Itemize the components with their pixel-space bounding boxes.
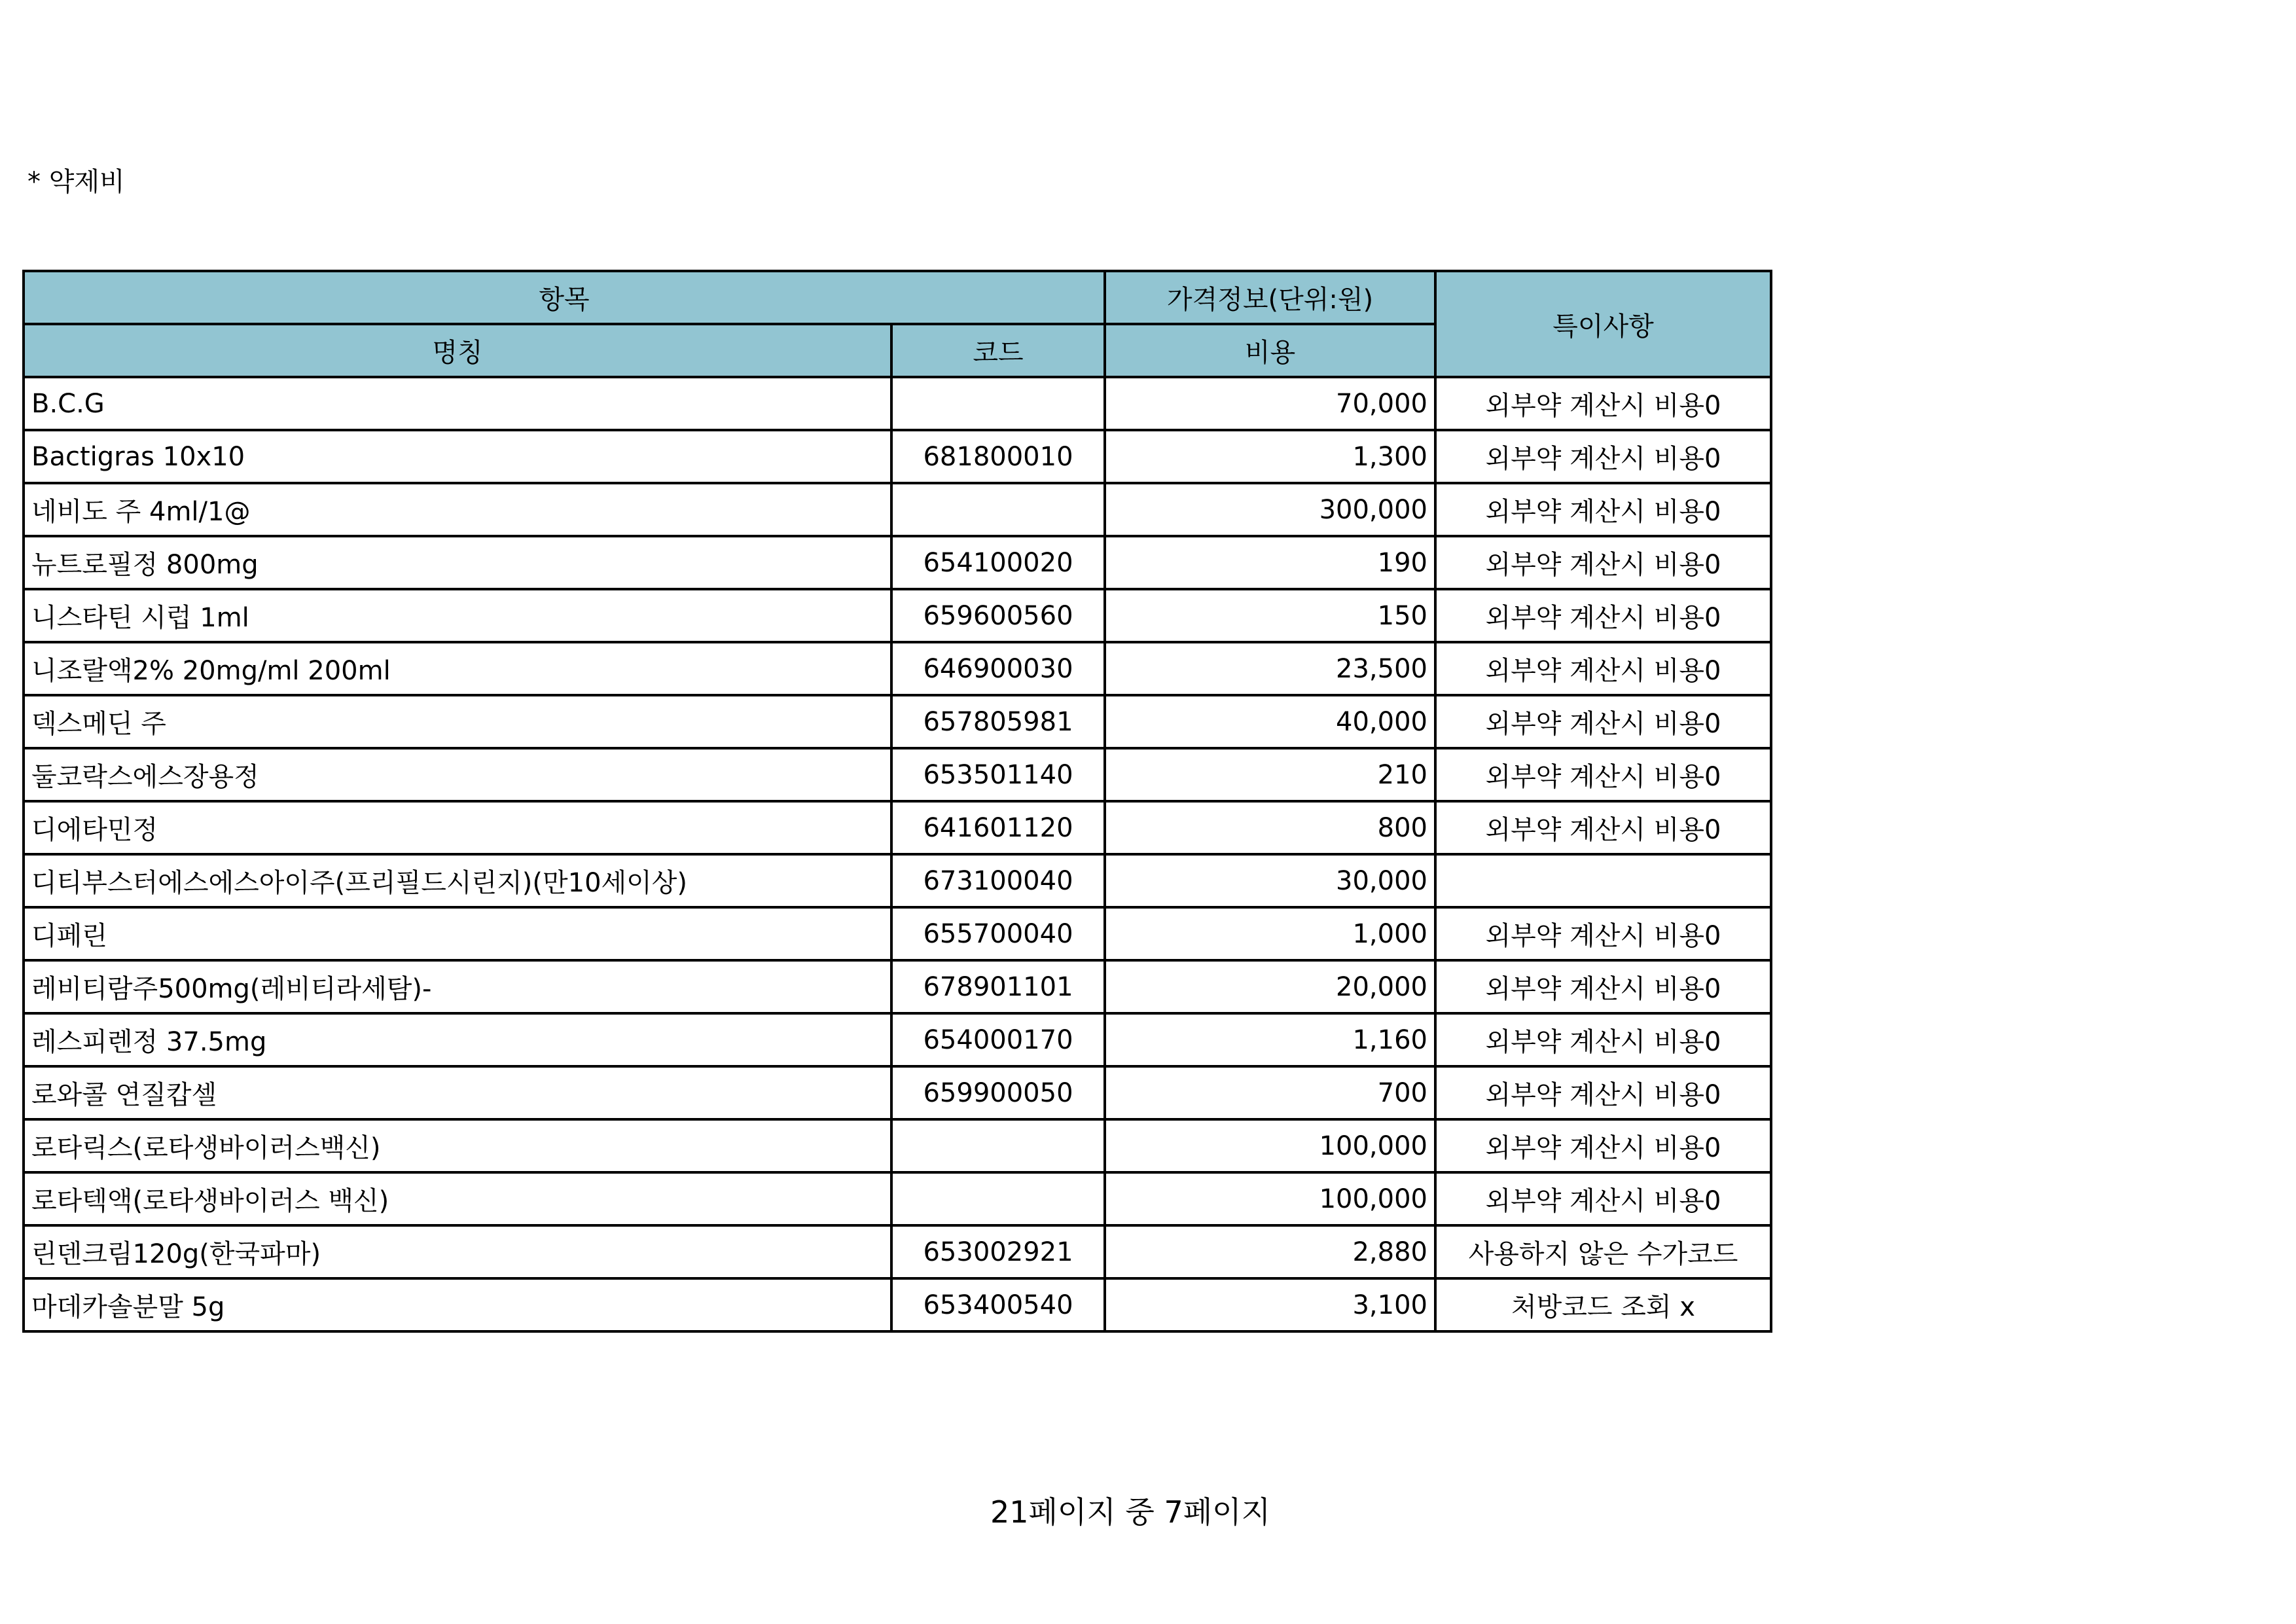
row-cost-cell: 800 <box>1105 801 1435 854</box>
header-cost: 비용 <box>1105 324 1435 377</box>
row-cost-cell: 190 <box>1105 536 1435 589</box>
row-note-cell: 외부약 계산시 비용0 <box>1435 483 1771 536</box>
row-cost-cell: 1,000 <box>1105 907 1435 960</box>
header-name: 명칭 <box>24 324 891 377</box>
row-cost-cell: 210 <box>1105 748 1435 801</box>
row-name-cell: 로와콜 연질캅셀 <box>24 1066 891 1119</box>
row-cost-cell: 40,000 <box>1105 695 1435 748</box>
table-row <box>24 907 1771 960</box>
row-code-cell <box>891 1119 1105 1172</box>
table-row <box>24 483 1771 536</box>
table-header <box>24 271 1771 377</box>
row-name-cell: Bactigras 10x10 <box>24 430 891 483</box>
row-cost-cell: 300,000 <box>1105 483 1435 536</box>
row-code-cell: 681800010 <box>891 430 1105 483</box>
row-name-cell: 레스피렌정 37.5mg <box>24 1013 891 1066</box>
table-row <box>24 377 1771 430</box>
row-name-cell: 니조랄액2% 20mg/ml 200ml <box>24 642 891 695</box>
row-cost-cell: 1,300 <box>1105 430 1435 483</box>
row-name-cell: 로타텍액(로타생바이러스 백신) <box>24 1172 891 1225</box>
row-cost-cell: 150 <box>1105 589 1435 642</box>
row-note-cell: 외부약 계산시 비용0 <box>1435 1172 1771 1225</box>
row-note-cell: 외부약 계산시 비용0 <box>1435 589 1771 642</box>
row-note-cell: 외부약 계산시 비용0 <box>1435 907 1771 960</box>
row-code-cell: 654000170 <box>891 1013 1105 1066</box>
row-code-cell: 678901101 <box>891 960 1105 1013</box>
row-cost-cell: 100,000 <box>1105 1172 1435 1225</box>
row-code-cell: 653400540 <box>891 1278 1105 1331</box>
row-cost-cell: 20,000 <box>1105 960 1435 1013</box>
row-note-cell: 외부약 계산시 비용0 <box>1435 1066 1771 1119</box>
row-name-cell: 디에타민정 <box>24 801 891 854</box>
table-row <box>24 1119 1771 1172</box>
row-note-cell: 사용하지 않은 수가코드 <box>1435 1225 1771 1278</box>
row-code-cell: 641601120 <box>891 801 1105 854</box>
row-note-cell: 처방코드 조회 x <box>1435 1278 1771 1331</box>
table-row <box>24 589 1771 642</box>
row-cost-cell: 70,000 <box>1105 377 1435 430</box>
row-name-cell: B.C.G <box>24 377 891 430</box>
row-note-cell: 외부약 계산시 비용0 <box>1435 695 1771 748</box>
row-name-cell: 디티부스터에스에스아이주(프리필드시린지)(만10세이상) <box>24 854 891 907</box>
row-name-cell: 니스타틴 시럽 1ml <box>24 589 891 642</box>
header-price-group: 가격정보(단위:원) <box>1105 271 1435 324</box>
row-note-cell: 외부약 계산시 비용0 <box>1435 960 1771 1013</box>
row-code-cell: 646900030 <box>891 642 1105 695</box>
row-code-cell: 655700040 <box>891 907 1105 960</box>
row-code-cell: 653501140 <box>891 748 1105 801</box>
row-code-cell: 654100020 <box>891 536 1105 589</box>
table-row <box>24 536 1771 589</box>
row-note-cell: 외부약 계산시 비용0 <box>1435 748 1771 801</box>
row-name-cell: 디페린 <box>24 907 891 960</box>
row-note-cell: 외부약 계산시 비용0 <box>1435 430 1771 483</box>
table-row <box>24 430 1771 483</box>
header-item-group: 항목 <box>24 271 1105 324</box>
header-note: 특이사항 <box>1435 271 1771 377</box>
table-row <box>24 1013 1771 1066</box>
row-cost-cell: 30,000 <box>1105 854 1435 907</box>
row-note-cell: 외부약 계산시 비용0 <box>1435 801 1771 854</box>
row-cost-cell: 3,100 <box>1105 1278 1435 1331</box>
table-row <box>24 1172 1771 1225</box>
row-note-cell: 외부약 계산시 비용0 <box>1435 1119 1771 1172</box>
row-name-cell: 둘코락스에스장용정 <box>24 748 891 801</box>
row-code-cell: 653002921 <box>891 1225 1105 1278</box>
table-row <box>24 1225 1771 1278</box>
drug-fee-table <box>22 270 1772 1333</box>
row-code-cell: 659600560 <box>891 589 1105 642</box>
table-row <box>24 642 1771 695</box>
row-name-cell: 레비티람주500mg(레비티라세탐)- <box>24 960 891 1013</box>
header-code: 코드 <box>891 324 1105 377</box>
row-name-cell: 뉴트로필정 800mg <box>24 536 891 589</box>
page-footer: 21페이지 중 7페이지 <box>990 1494 1271 1530</box>
row-code-cell: 657805981 <box>891 695 1105 748</box>
row-name-cell: 마데카솔분말 5g <box>24 1278 891 1331</box>
row-cost-cell: 1,160 <box>1105 1013 1435 1066</box>
row-note-cell: 외부약 계산시 비용0 <box>1435 536 1771 589</box>
row-note-cell <box>1435 854 1771 907</box>
row-name-cell: 로타릭스(로타생바이러스백신) <box>24 1119 891 1172</box>
table-row <box>24 1278 1771 1331</box>
row-cost-cell: 700 <box>1105 1066 1435 1119</box>
table-row <box>24 854 1771 907</box>
row-cost-cell: 100,000 <box>1105 1119 1435 1172</box>
row-name-cell: 덱스메딘 주 <box>24 695 891 748</box>
table-row <box>24 1066 1771 1119</box>
row-code-cell <box>891 1172 1105 1225</box>
row-note-cell: 외부약 계산시 비용0 <box>1435 1013 1771 1066</box>
row-cost-cell: 2,880 <box>1105 1225 1435 1278</box>
row-note-cell: 외부약 계산시 비용0 <box>1435 377 1771 430</box>
row-name-cell: 네비도 주 4ml/1@ <box>24 483 891 536</box>
table-row <box>24 960 1771 1013</box>
table-row <box>24 748 1771 801</box>
table-row <box>24 695 1771 748</box>
row-cost-cell: 23,500 <box>1105 642 1435 695</box>
table-body <box>24 377 1771 1331</box>
row-note-cell: 외부약 계산시 비용0 <box>1435 642 1771 695</box>
table-row <box>24 801 1771 854</box>
row-name-cell: 린덴크림120g(한국파마) <box>24 1225 891 1278</box>
row-code-cell <box>891 483 1105 536</box>
section-title: * 약제비 <box>27 167 125 197</box>
row-code-cell <box>891 377 1105 430</box>
row-code-cell: 659900050 <box>891 1066 1105 1119</box>
row-code-cell: 673100040 <box>891 854 1105 907</box>
